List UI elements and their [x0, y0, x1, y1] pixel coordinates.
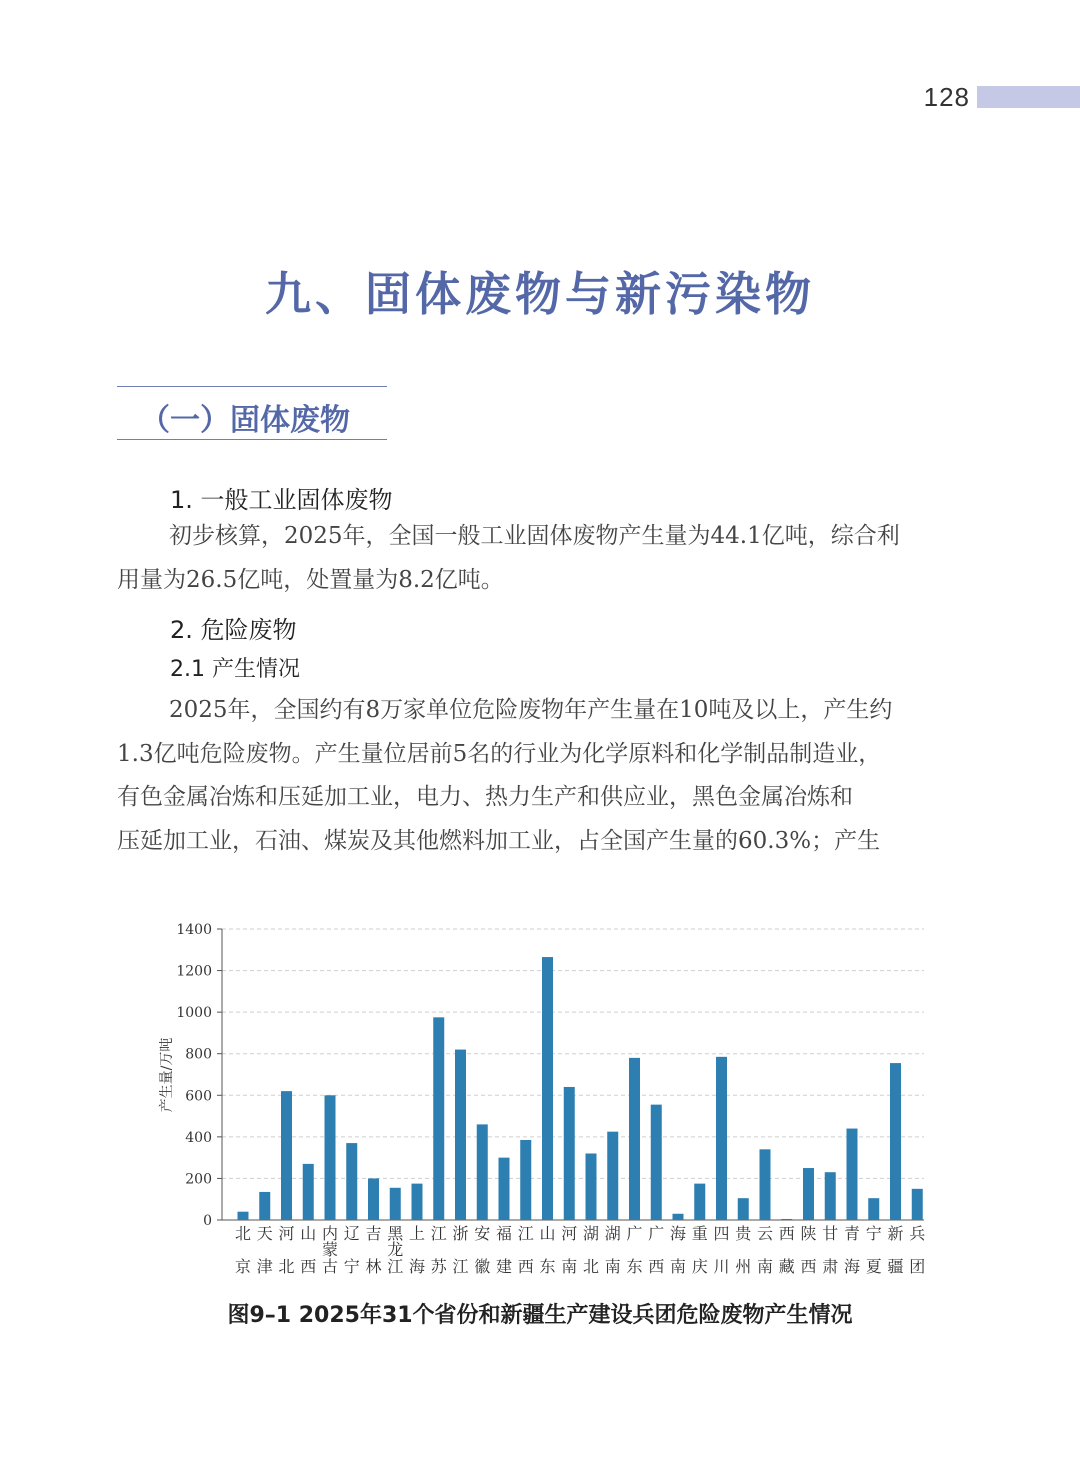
bar	[520, 1140, 531, 1220]
x-tick-label: 海	[843, 1257, 861, 1276]
bar	[303, 1164, 314, 1220]
x-tick-label: 江	[387, 1257, 404, 1276]
bar	[238, 1212, 249, 1220]
bar	[803, 1168, 814, 1220]
x-tick-label: 新	[887, 1224, 904, 1243]
x-tick-label: 河	[561, 1224, 578, 1243]
x-tick-label: 夏	[865, 1257, 882, 1276]
y-axis-label: 产生量/万吨	[159, 1037, 175, 1113]
x-tick-label: 东	[626, 1257, 643, 1276]
x-tick-label: 西	[800, 1257, 817, 1276]
bar	[760, 1149, 771, 1220]
x-tick-label: 南	[669, 1257, 687, 1276]
chapter-title: 九、固体废物与新污染物	[265, 267, 815, 321]
x-tick-label: 京	[234, 1257, 252, 1276]
x-tick-label: 湖	[604, 1224, 621, 1243]
bar	[499, 1158, 510, 1220]
bar	[629, 1058, 640, 1220]
x-tick-label: 林	[365, 1257, 382, 1276]
bar	[868, 1198, 879, 1220]
x-tick-label: 藏	[778, 1257, 795, 1276]
bar	[259, 1192, 270, 1220]
x-tick-label: 西	[300, 1257, 317, 1276]
bar	[412, 1184, 423, 1220]
x-tick-label: 浙	[452, 1224, 469, 1243]
x-tick-label: 疆	[887, 1257, 904, 1276]
chart-bars	[238, 957, 923, 1220]
paragraph-line: 初步核算，2025年，全国一般工业固体废物产生量为44.1亿吨，综合利	[169, 523, 900, 549]
bar	[716, 1057, 727, 1220]
y-tick-label: 200	[185, 1171, 212, 1188]
y-tick-label: 1400	[176, 922, 212, 938]
paragraph-line: 有色金属冶炼和压延加工业，电力、热力生产和供应业，黑色金属冶炼和	[117, 784, 853, 810]
x-tick-label: 古	[321, 1257, 339, 1276]
bar	[586, 1153, 597, 1220]
bar	[694, 1184, 705, 1220]
x-tick-label: 上	[408, 1224, 426, 1243]
x-tick-label: 北	[278, 1257, 295, 1276]
bar	[738, 1198, 749, 1220]
x-tick-label: 团	[909, 1257, 926, 1276]
x-tick-label: 广	[626, 1224, 643, 1243]
y-tick-label: 800	[185, 1046, 212, 1063]
page-number-bar	[977, 86, 1080, 108]
x-tick-label: 海	[408, 1257, 426, 1276]
x-tick-label: 江	[517, 1224, 534, 1243]
bar	[825, 1172, 836, 1220]
x-tick-label: 陕	[800, 1224, 817, 1243]
bar	[455, 1050, 466, 1220]
x-tick-label: 宁	[343, 1257, 360, 1276]
y-tick-label: 1200	[176, 963, 212, 980]
bar	[651, 1105, 662, 1220]
y-tick-label: 0	[203, 1213, 212, 1229]
x-tick-label: 天	[256, 1224, 273, 1243]
x-tick-label: 西	[778, 1224, 795, 1243]
x-tick-label: 肃	[822, 1257, 839, 1276]
x-tick-label: 内	[321, 1224, 339, 1243]
x-tick-label: 山	[539, 1224, 556, 1243]
x-tick-label: 南	[561, 1257, 578, 1276]
x-tick-label: 甘	[822, 1224, 839, 1243]
paragraph-hazardous-waste	[117, 689, 965, 863]
page-number: 128	[923, 82, 970, 112]
x-tick-label: 川	[713, 1257, 730, 1276]
bar	[390, 1188, 401, 1220]
heading-hazardous-waste: 2. 危险废物	[170, 616, 297, 644]
bar	[781, 1219, 792, 1220]
x-tick-label: 重	[691, 1224, 708, 1243]
x-tick-label: 南	[604, 1257, 621, 1276]
x-tick-label: 兵	[909, 1224, 926, 1243]
y-tick-label: 400	[185, 1129, 212, 1146]
x-tick-label: 辽	[343, 1224, 360, 1243]
bar	[281, 1091, 292, 1220]
bar	[847, 1129, 858, 1220]
paragraph-line: 2025年，全国约有8万家单位危险废物年产生量在10吨及以上，产生约	[169, 697, 893, 723]
bar	[564, 1087, 575, 1220]
x-tick-label: 福	[495, 1224, 513, 1243]
x-tick-label: 山	[300, 1224, 317, 1243]
x-tick-label: 北	[582, 1257, 600, 1276]
x-tick-label: 北	[234, 1224, 252, 1243]
bar	[325, 1095, 336, 1220]
x-tick-label: 广	[648, 1224, 665, 1243]
paragraph-general-industrial-waste	[117, 515, 965, 602]
x-tick-label: 河	[278, 1224, 295, 1243]
x-tick-label: 江	[452, 1257, 469, 1276]
hazardous-waste-bar-chart	[0, 900, 1080, 1290]
bar	[477, 1124, 488, 1220]
x-tick-label: 四	[713, 1224, 730, 1243]
x-tick-label: 黑	[387, 1224, 404, 1243]
x-tick-label: 蒙	[321, 1240, 339, 1259]
x-tick-label: 南	[756, 1257, 774, 1276]
x-tick-label: 安	[474, 1224, 491, 1243]
paragraph-line: 1.3亿吨危险废物。产生量位居前5名的行业为化学原料和化学制品制造业，	[117, 740, 882, 767]
bar	[346, 1143, 357, 1220]
x-tick-label: 苏	[430, 1257, 447, 1276]
x-tick-label: 州	[735, 1257, 752, 1276]
x-tick-label: 吉	[365, 1224, 382, 1243]
x-tick-label: 湖	[582, 1224, 600, 1243]
x-tick-label: 津	[256, 1257, 273, 1276]
paragraph-line: 压延加工业，石油、煤炭及其他燃料加工业，占全国产生量的60.3%；产生	[117, 827, 881, 854]
x-tick-label: 宁	[865, 1224, 882, 1243]
x-tick-label: 西	[648, 1257, 665, 1276]
x-tick-label: 江	[430, 1224, 447, 1243]
x-tick-label: 龙	[387, 1240, 404, 1259]
section-title: （一）固体废物	[140, 403, 350, 438]
heading-generation: 2.1 产生情况	[170, 657, 300, 682]
bar	[673, 1214, 684, 1220]
heading-general-industrial-waste: 1. 一般工业固体废物	[170, 486, 393, 514]
bar	[912, 1189, 923, 1220]
bar	[542, 957, 553, 1220]
x-tick-label: 徽	[474, 1257, 491, 1276]
x-tick-label: 海	[669, 1224, 687, 1243]
x-tick-label: 贵	[735, 1224, 752, 1243]
x-tick-label: 西	[517, 1257, 534, 1276]
figure-caption: 图9–1 2025年31个省份和新疆生产建设兵团危险废物产生情况	[227, 1303, 853, 1328]
x-tick-label: 青	[843, 1224, 861, 1243]
x-tick-label: 建	[495, 1257, 513, 1276]
y-tick-label: 1000	[176, 1005, 212, 1022]
paragraph-line: 用量为26.5亿吨，处置量为8.2亿吨。	[117, 566, 504, 593]
bar	[890, 1063, 901, 1220]
x-tick-label: 云	[756, 1224, 774, 1243]
bar	[368, 1178, 379, 1220]
x-tick-label: 庆	[691, 1257, 708, 1276]
x-tick-label: 东	[539, 1257, 556, 1276]
y-tick-label: 600	[185, 1088, 212, 1105]
bar	[607, 1132, 618, 1220]
bar	[433, 1017, 444, 1220]
